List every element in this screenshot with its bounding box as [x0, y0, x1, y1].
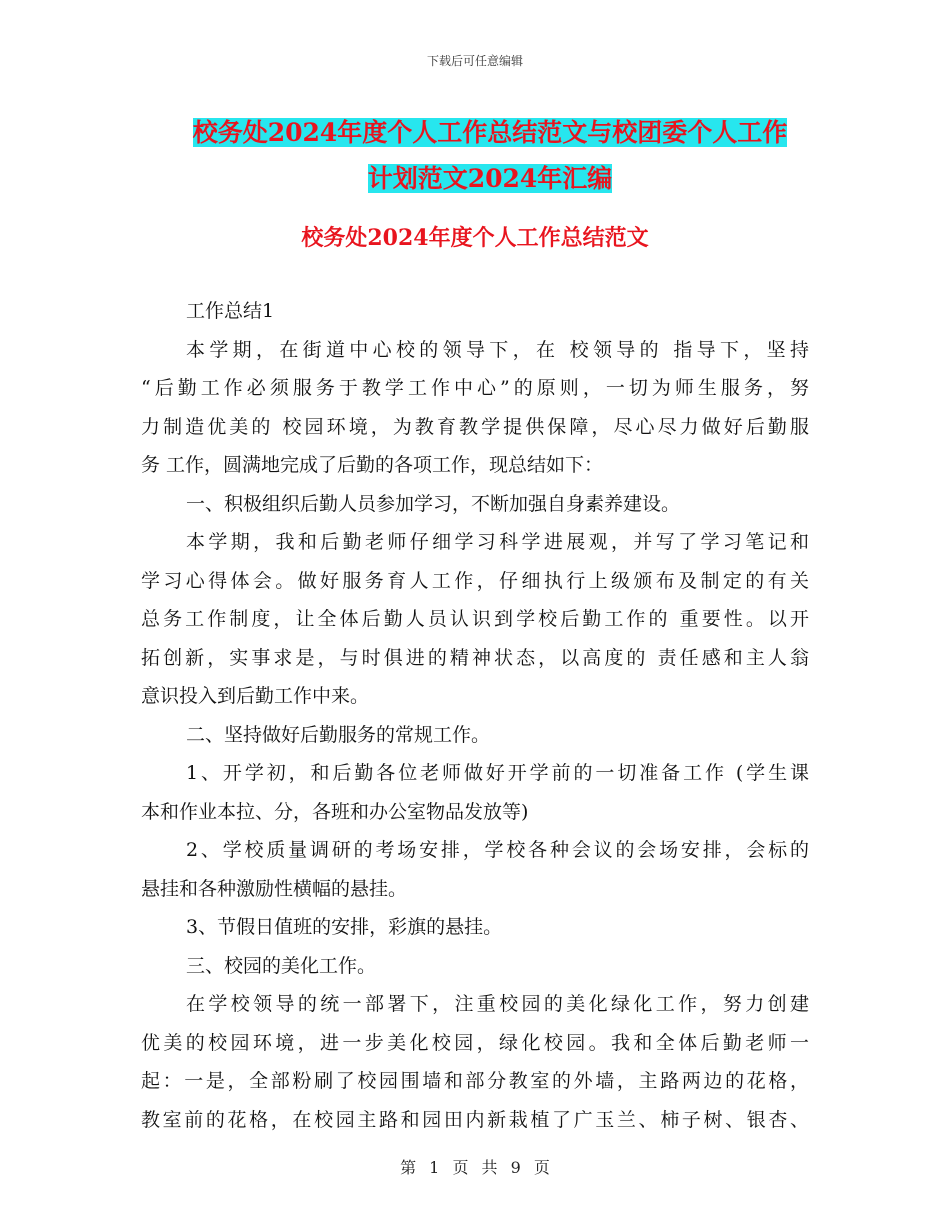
text-line: “后勤工作必须服务于教学工作中心”的原则，一切为师生服务，努 — [141, 377, 809, 399]
text-line: 二、坚持做好后勤服务的常规工作。 — [186, 723, 491, 746]
document-title — [140, 110, 840, 202]
text-line: 教室前的花格，在校园主路和园田内新栽植了广玉兰、柿子树、银杏、 — [141, 1108, 809, 1131]
title-line-1: 校务处2024年度个人工作总结范文与校团委个人工作 — [192, 118, 788, 147]
text-line: 一、积极组织后勤人员参加学习，不断加强自身素养建设。 — [186, 492, 681, 515]
text-line: 起：一是，全部粉刷了校园围墙和部分教室的外墙，主路两边的花格， — [141, 1070, 809, 1092]
text-line: 3、节假日值班的安排，彩旗的悬挂。 — [186, 916, 503, 938]
title-line-2: 计划范文2024年汇编 — [367, 164, 613, 193]
text-line: 意识投入到后勤工作中来。 — [141, 685, 370, 707]
body-text — [141, 292, 809, 1139]
text-line: 本学期，在街道中心校的领导下，在 校领导的 指导下，坚持 — [186, 338, 809, 361]
text-line: 1、开学初，和后勤各位老师做好开学前的一切准备工作 (学生课 — [186, 762, 809, 784]
text-line: 本和作业本拉、分，各班和办公室物品发放等) — [141, 800, 529, 823]
text-line: 学习心得体会。做好服务育人工作，仔细执行上级颁布及制定的有关 — [141, 569, 809, 592]
text-line: 在学校领导的统一部署下，注重校园的美化绿化工作，努力创建 — [186, 993, 809, 1015]
text-line: 优美的校园环境，进一步美化校园，绿化校园。我和全体后勤老师一 — [141, 1031, 809, 1054]
text-line: 悬挂和各种激励性横幅的悬挂。 — [141, 877, 408, 900]
text-line: 力制造优美的 校园环境，为教育教学提供保障，尽心尽力做好后勤服 — [141, 415, 809, 438]
page-footer: 第 1 页 共 9 页 — [400, 1158, 550, 1177]
text-line: 2、学校质量调研的考场安排，学校各种会议的会场安排，会标的 — [186, 839, 809, 861]
text-line: 工作总结1 — [186, 300, 275, 322]
text-line: 本学期，我和后勤老师仔细学习科学进展观，并写了学习笔记和 — [186, 531, 809, 553]
text-line: 总务工作制度，让全体后勤人员认识到学校后勤工作的 重要性。以开 — [141, 608, 809, 630]
text-line: 务 工作，圆满地完成了后勤的各项工作，现总结如下： — [141, 454, 604, 476]
header-note: 下载后可任意编辑 — [426, 54, 523, 68]
section-title: 校务处2024年度个人工作总结范文 — [301, 225, 649, 251]
text-line: 拓创新，实事求是，与时俱进的精神状态，以高度的 责任感和主人翁 — [141, 646, 809, 669]
text-line: 三、校园的美化工作。 — [186, 954, 377, 977]
